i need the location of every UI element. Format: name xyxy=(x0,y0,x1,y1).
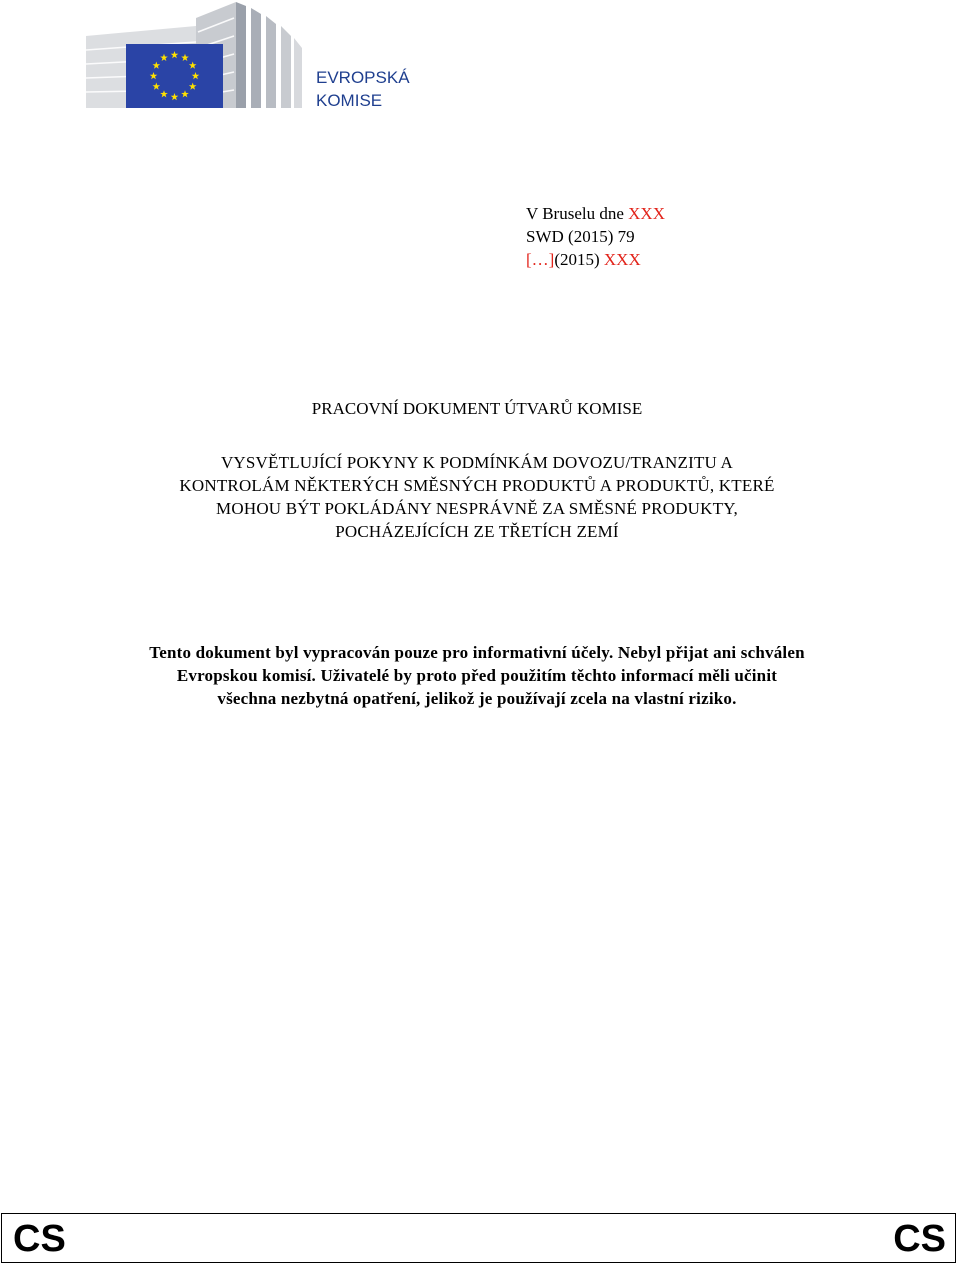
ref-placeholder-suffix: XXX xyxy=(603,250,641,269)
language-code-right: CS xyxy=(893,1218,946,1260)
european-commission-logo xyxy=(86,2,302,110)
disclaimer xyxy=(0,641,954,710)
organization-name xyxy=(316,66,410,112)
org-name-line-2: KOMISE xyxy=(316,91,383,110)
reference-block xyxy=(526,202,665,271)
ref-placeholder-prefix: […] xyxy=(526,250,555,269)
language-footer xyxy=(1,1213,956,1263)
ref-line xyxy=(526,248,665,271)
disclaimer-line: všechna nezbytná opatření, jelikož je používají zcela na vlastní riziko. xyxy=(217,689,737,708)
disclaimer-line: Evropskou komisí. Uživatelé by proto před použitím těchto informací měli učinit xyxy=(176,666,778,685)
eu-flag-icon xyxy=(126,44,223,108)
title-line: KONTROLÁM NĚKTERÝCH SMĚSNÝCH PRODUKTŮ A PRODUKTŮ, KTERÉ xyxy=(179,476,775,495)
disclaimer-line: Tento dokument byl vypracován pouze pro informativní účely. Nebyl přijat ani schválen xyxy=(149,643,805,662)
document-title xyxy=(0,451,954,543)
ref-year: (2015) xyxy=(554,250,604,269)
title-line: MOHOU BÝT POKLÁDÁNY NESPRÁVNĚ ZA SMĚSNÉ PRODUKTY, xyxy=(216,499,738,518)
title-line: POCHÁZEJÍCÍCH ZE TŘETÍCH ZEMÍ xyxy=(335,522,619,541)
date-line xyxy=(526,202,665,225)
language-code-left: CS xyxy=(13,1218,66,1260)
title-line: VYSVĚTLUJÍCÍ POKYNY K PODMÍNKÁM DOVOZU/TRANZITU A xyxy=(220,453,734,472)
date-placeholder: XXX xyxy=(628,204,665,223)
document-type: PRACOVNÍ DOKUMENT ÚTVARŮ KOMISE xyxy=(311,399,643,418)
org-name-line-1: EVROPSKÁ xyxy=(316,68,410,87)
swd-number: SWD (2015) 79 xyxy=(526,227,635,246)
date-prefix: V Bruselu dne xyxy=(526,204,629,223)
